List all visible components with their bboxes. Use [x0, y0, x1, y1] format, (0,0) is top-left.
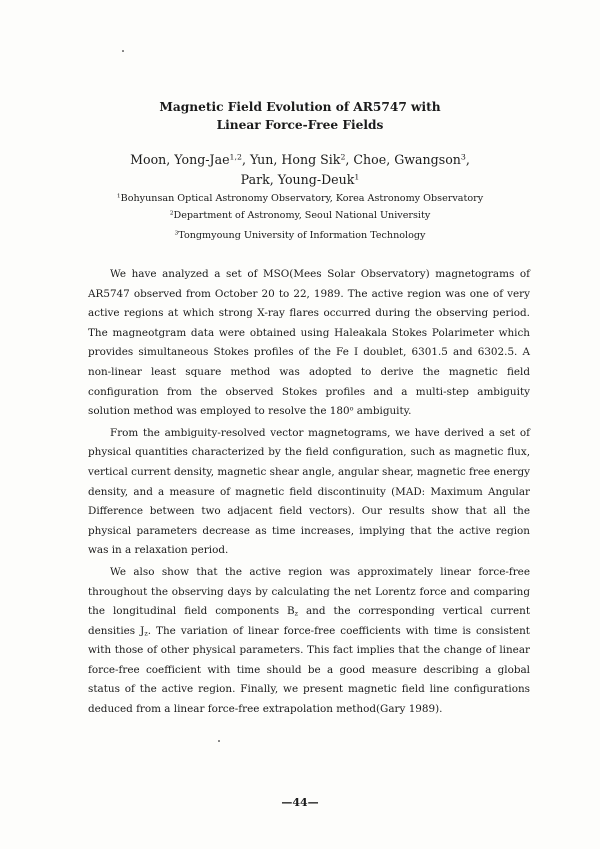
affiliation-1 — [0, 192, 600, 206]
affiliation-3 — [0, 229, 600, 243]
page-number: —44— — [281, 796, 319, 809]
author-affiliation-mark: 3 — [460, 152, 466, 162]
title-line-2: Linear Force-Free Fields — [216, 118, 384, 132]
scan-speck — [122, 50, 124, 52]
scan-speck — [218, 740, 220, 742]
affiliation-text: Department of Astronomy, Seoul National University — [173, 210, 431, 221]
author-name: Moon, Yong-Jae — [130, 152, 230, 167]
subscript: z — [294, 609, 299, 618]
degree-mark: o — [349, 404, 354, 413]
affiliation-2 — [0, 209, 600, 223]
paper-title — [0, 98, 600, 134]
author-affiliation-mark: 2 — [340, 152, 346, 162]
abstract-paragraph-2: From the ambiguity-resolved vector magnetograms, we have derived a set of physical quantities characterized by the field configuration, such as magnetic flux, vertical current density, magnetic shear angle, angular shear, magnetic free energy density, and a measure of magnetic field discontinuity (MAD: Maximum Angular Difference between two adjacent field vectors). Our results show that all the physical parameters decrease as time increases, implying that the active region was in a relaxation period. — [88, 426, 530, 557]
author-name: Choe, Gwangson — [353, 152, 461, 167]
paragraph-text: We have analyzed a set of MSO(Mees Solar Observatory) magnetograms of AR5747 observed from October 20 to 22, 1989. The active region was one of very active regions at which strong X-ray flares occurred during the observing period. The magneotgram data were obtained using Haleakala Stokes Polarimeter which provides simultaneous Stokes profiles of the Fe I doublet, 6301.5 and 6302.5. A non-linear least square method was adopted to derive the magnetic field configuration from the observed Stokes profiles and a multi-step ambiguity solution method was employed to resolve the 180 — [88, 268, 530, 418]
author-affiliation-mark: 1 — [354, 172, 360, 182]
paragraph-text: . The variation of linear force-free coefficients with time is consistent with those of other physical parameters. This fact implies that the change of linear force-free coefficient with time should be a good measure describing a global status of the active region. Finally, we present magnetic field line configurations deduced from a linear force-free extrapolation method(Gary 1989). — [88, 624, 530, 716]
paragraph-text: and the corresponding vertical current densities J — [88, 605, 530, 637]
affiliation-mark: 2 — [169, 209, 174, 217]
author-list — [0, 150, 600, 189]
abstract-paragraph-3 — [88, 563, 530, 720]
affiliation-text: Tongmyoung University of Information Technology — [178, 230, 426, 241]
author-name: Park, Young-Deuk — [240, 171, 355, 187]
title-line-1: Magnetic Field Evolution of AR5747 with — [159, 100, 441, 114]
paragraph-text: ambiguity. — [353, 405, 412, 418]
affiliation-mark: 1 — [116, 192, 121, 200]
affiliation-mark: 3 — [174, 229, 179, 237]
author-line-2 — [0, 170, 600, 190]
affiliation-text: Bohyunsan Optical Astronomy Observatory, Korea Astronomy Observatory — [120, 193, 484, 204]
author-affiliation-mark: 1,2 — [229, 152, 242, 162]
subscript: z — [144, 628, 148, 637]
author-name: Yun, Hong Sik — [249, 152, 341, 167]
abstract-body — [88, 265, 530, 722]
author-line-1: Moon, Yong-Jae$^{1,2}$, Yun, Hong Sik$^2$, Choe, Gwangson$^3$, — [130, 152, 470, 167]
abstract-paragraph-1 — [88, 265, 530, 422]
paragraph-text: We also show that the active region was approximately linear force-free throughout the observing days by calculating the net Lorentz force and comparing the longitudinal field components B — [88, 565, 530, 618]
